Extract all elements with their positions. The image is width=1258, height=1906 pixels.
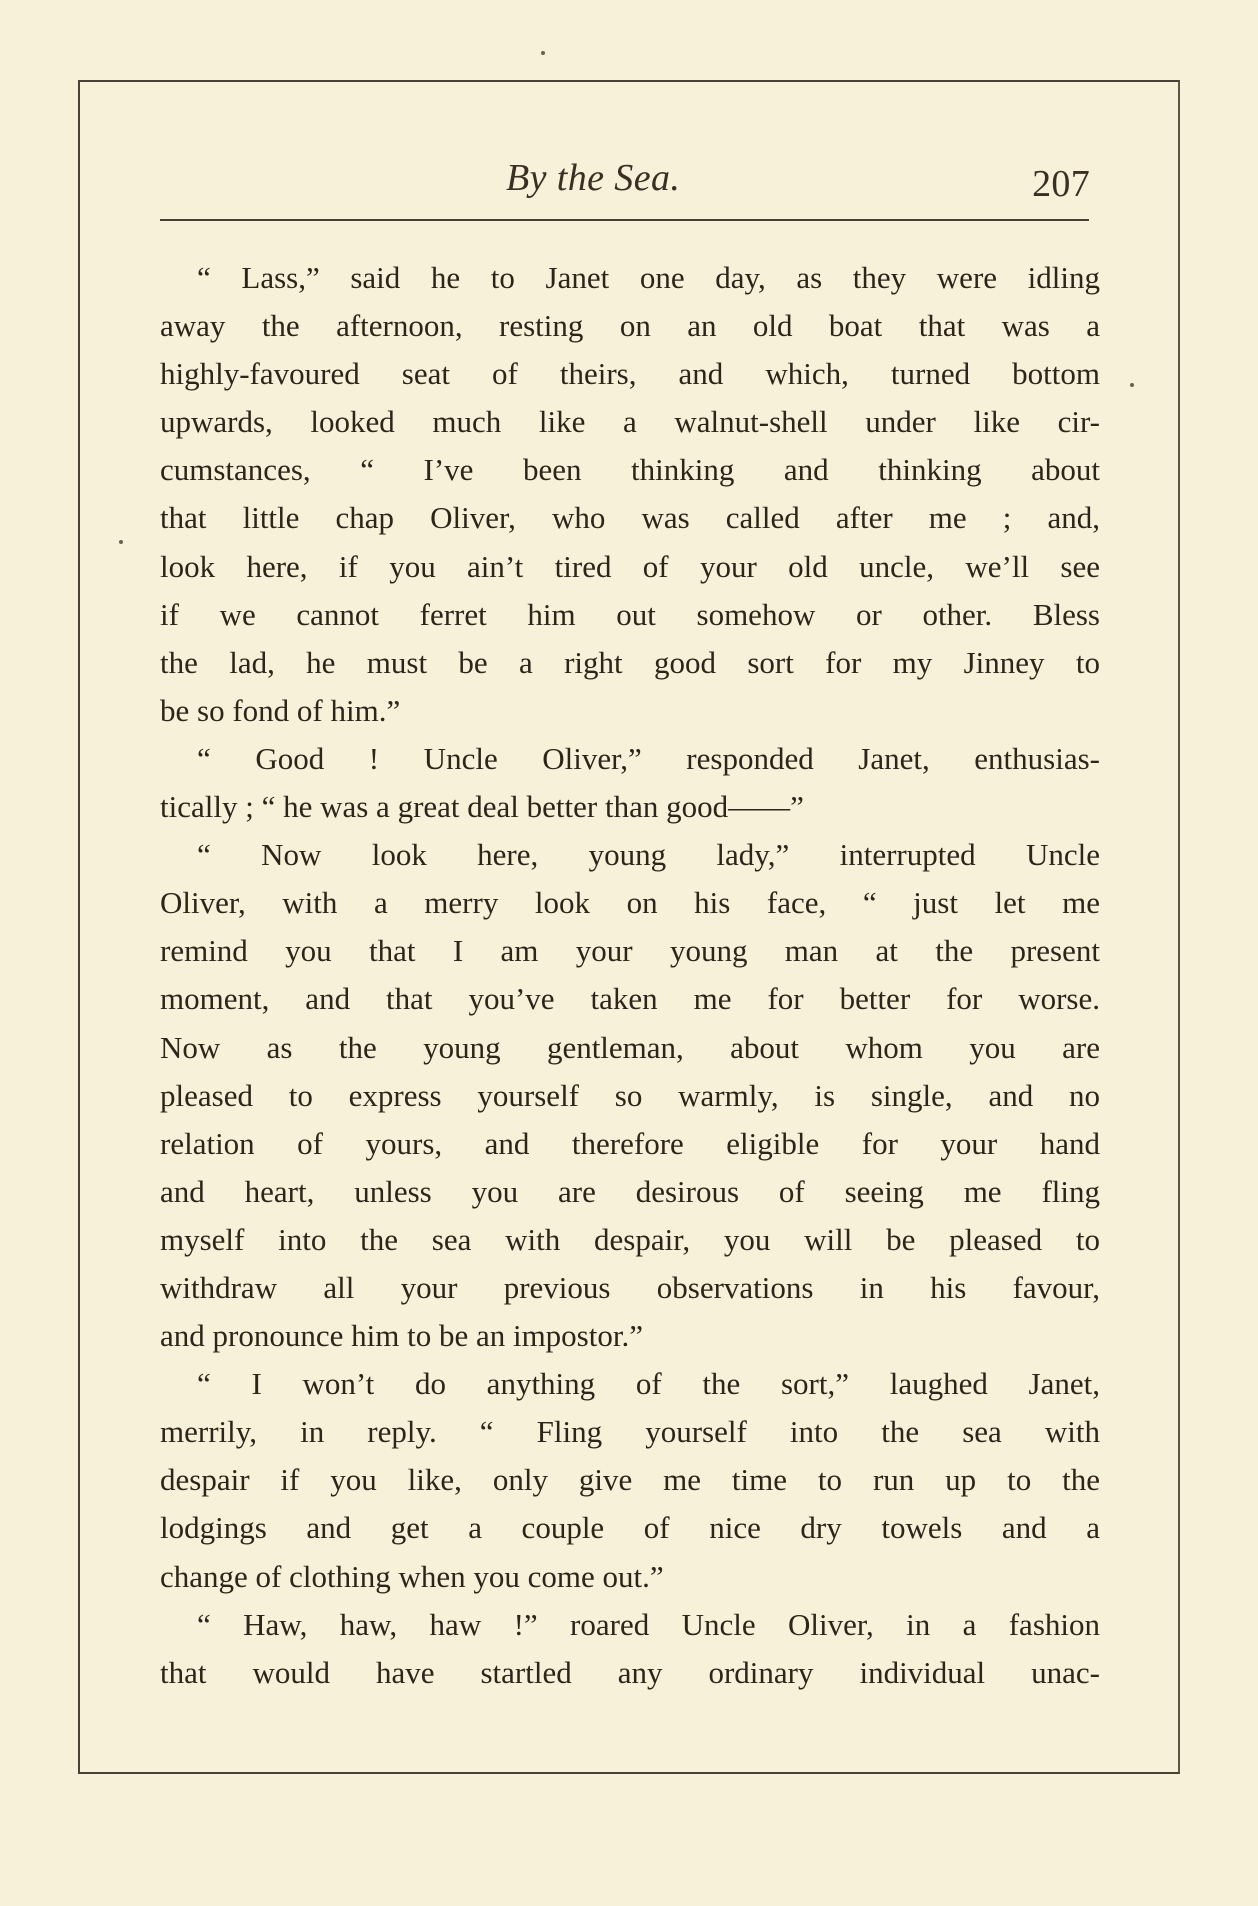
margin-mark bbox=[119, 540, 123, 544]
running-head: By the Sea. bbox=[506, 157, 681, 199]
text-line: that would have startled any ordinary individual unac- bbox=[160, 1654, 1100, 1690]
text-line: Oliver, with a merry look on his face, “ just let me bbox=[160, 885, 1100, 921]
text-line: withdraw all your previous observations in his favour, bbox=[160, 1269, 1100, 1305]
margin-mark bbox=[541, 51, 545, 55]
text-line: change of clothing when you come out.” bbox=[160, 1558, 664, 1594]
text-line: “ Good ! Uncle Oliver,” responded Janet, enthusias- bbox=[197, 740, 1100, 776]
text-line: cumstances, “ I’ve been thinking and thinking about bbox=[160, 452, 1100, 488]
text-line: despair if you like, only give me time to run up to the bbox=[160, 1462, 1100, 1498]
text-line: away the afternoon, resting on an old boat that was a bbox=[160, 308, 1100, 344]
text-line: “ Lass,” said he to Janet one day, as they were idling bbox=[197, 260, 1100, 295]
text-line: and heart, unless you are desirous of seeing me fling bbox=[160, 1173, 1100, 1209]
text-line: that little chap Oliver, who was called after me ; and, bbox=[160, 500, 1100, 536]
text-line: merrily, in reply. “ Fling yourself into the sea with bbox=[160, 1414, 1100, 1450]
text-line: pleased to express yourself so warmly, is single, and no bbox=[160, 1077, 1100, 1113]
text-line: look here, if you ain’t tired of your old uncle, we’ll see bbox=[160, 548, 1100, 584]
text-line: moment, and that you’ve taken me for better for worse. bbox=[160, 981, 1100, 1017]
text-line: lodgings and get a couple of nice dry towels and a bbox=[160, 1510, 1100, 1546]
text-line: “ I won’t do anything of the sort,” laughed Janet, bbox=[197, 1366, 1100, 1402]
text-line: highly-favoured seat of theirs, and which, turned bottom bbox=[160, 356, 1100, 392]
page-header bbox=[160, 152, 1090, 222]
text-line: myself into the sea with despair, you will be pleased to bbox=[160, 1221, 1100, 1257]
text-line: and pronounce him to be an impostor.” bbox=[160, 1318, 643, 1354]
margin-mark bbox=[1130, 383, 1134, 387]
page-number: 207 bbox=[1032, 163, 1090, 205]
text-line: upwards, looked much like a walnut-shell under like cir- bbox=[160, 404, 1100, 440]
text-line: the lad, he must be a right good sort for my Jinney to bbox=[160, 644, 1100, 680]
text-line: be so fond of him.” bbox=[160, 692, 401, 728]
header-rule bbox=[160, 219, 1089, 221]
text-line: “ Now look here, young lady,” interrupted Uncle bbox=[197, 837, 1100, 873]
text-line: if we cannot ferret him out somehow or other. Bless bbox=[160, 596, 1100, 632]
page-text bbox=[160, 254, 1100, 1697]
text-line: tically ; “ he was a great deal better than good——” bbox=[160, 789, 804, 825]
text-line: Now as the young gentleman, about whom you are bbox=[160, 1029, 1100, 1065]
text-line: remind you that I am your young man at the present bbox=[160, 933, 1100, 969]
text-line: “ Haw, haw, haw !” roared Uncle Oliver, in a fashion bbox=[197, 1606, 1100, 1642]
text-line: relation of yours, and therefore eligible for your hand bbox=[160, 1125, 1100, 1161]
